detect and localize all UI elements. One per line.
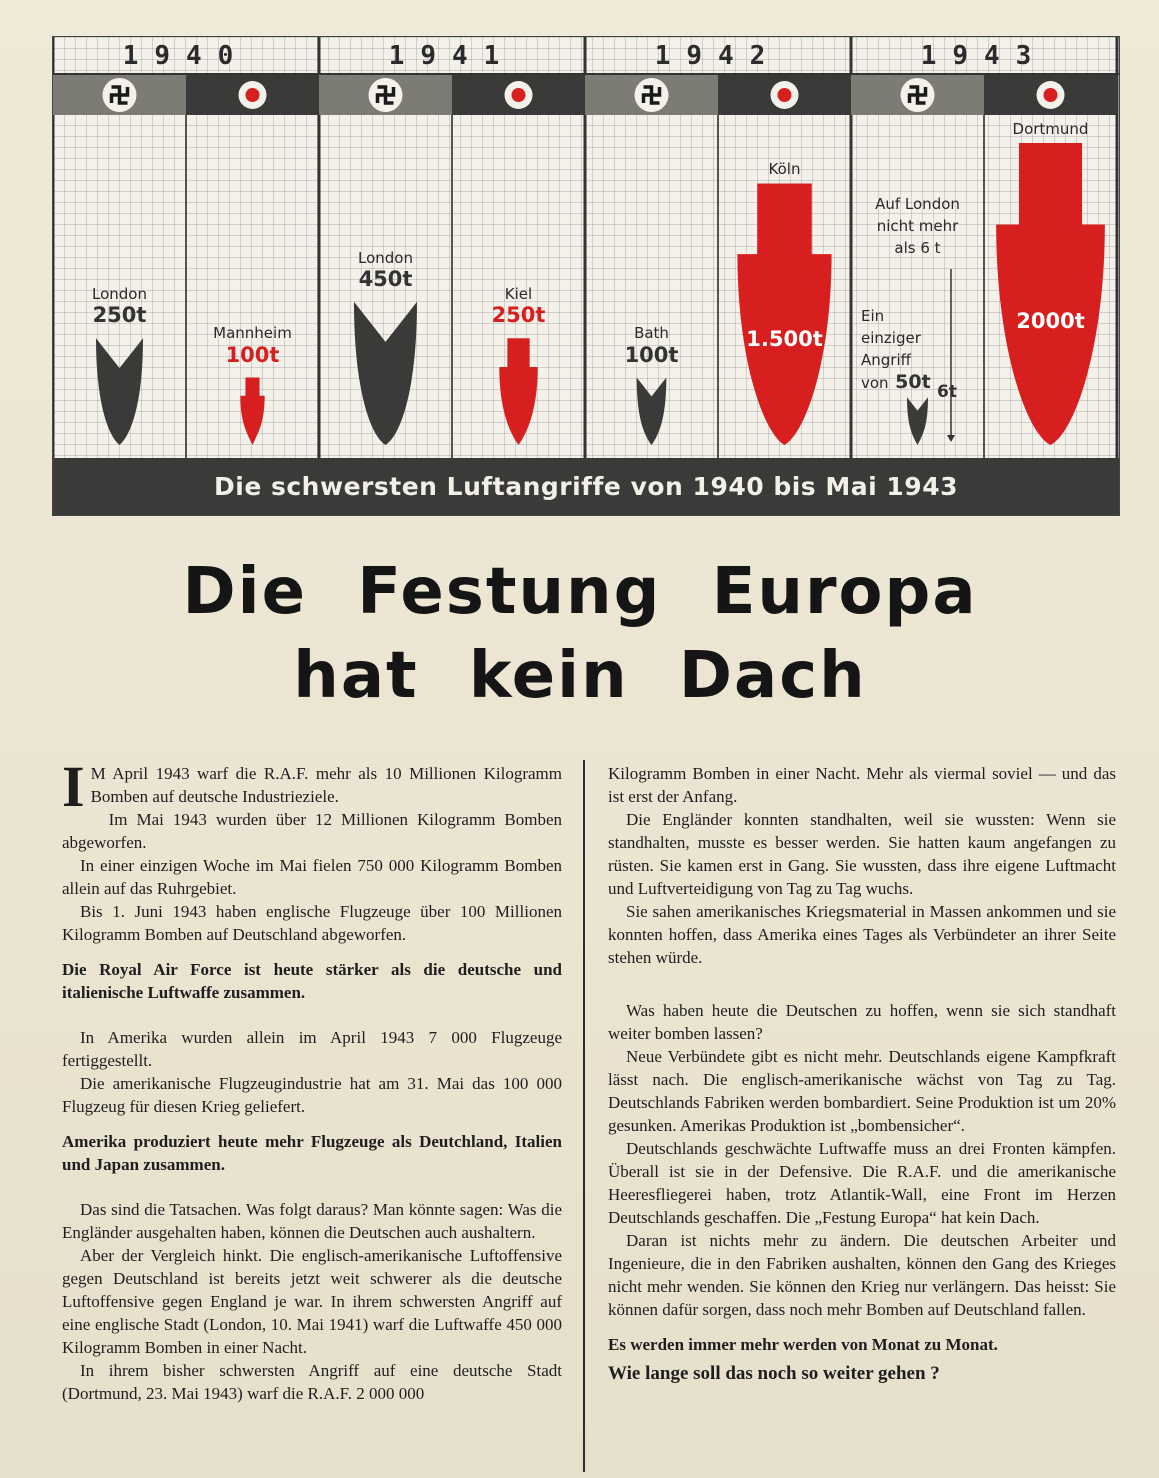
city-label: Bath <box>634 324 669 343</box>
single-attack-line: Ein <box>861 307 885 325</box>
tonnage-label: 1.500t <box>746 327 823 352</box>
bar-label-1941-raf <box>459 286 579 327</box>
column-separator <box>983 75 985 458</box>
london-note <box>856 193 979 259</box>
year-label-1941: 1941 <box>388 41 516 71</box>
left-bold-statement-1: Die Royal Air Force ist heute stärker als die deutsche und italienische Luftwaffe zusammen. <box>62 960 562 1002</box>
single-attack-line: einziger <box>861 329 921 347</box>
year-label-1943: 1943 <box>920 41 1048 71</box>
right-paragraph-6: Deutschlands geschwächte Luftwaffe muss an drei Fronten kämpfen. Überall ist sie in der Defensive. Die R.A.F. und die amerikanische Heeresfliegerei haben, trotz Atlantik-Wall, eine Front im Herzen Deutschlands geschaffen. Die „Festung Europa“ hat kein Dach. <box>608 1139 1116 1227</box>
column-divider <box>583 760 585 1472</box>
city-label: Dortmund <box>1012 120 1089 138</box>
city-label: London <box>92 285 147 304</box>
city-label: Mannheim <box>213 324 292 343</box>
year-label-1940: 1940 <box>122 41 250 71</box>
tonnage-label: 100t <box>624 342 679 367</box>
london-note-line: als 6 t <box>894 239 941 257</box>
bomb-1940-raf <box>240 377 264 445</box>
bar-label-1942-luftwaffe <box>592 325 712 366</box>
air-raid-chart <box>52 36 1120 516</box>
right-paragraph-4: Was haben heute die Deutschen zu hoffen, wenn sie sich standhaft weiter bomben lassen? <box>608 1001 1116 1043</box>
left-paragraph-1-text: M April 1943 warf die R.A.F. mehr als 10 Millionen Kilogramm Bomben auf deutsche Industrieziele. <box>90 764 562 806</box>
london-note-line: nicht mehr <box>876 217 959 235</box>
tonnage-label: 50t <box>888 371 931 393</box>
left-paragraph-2: Im Mai 1943 wurden über 12 Millionen Kilogramm Bomben abgeworfen. <box>62 810 562 852</box>
closing-question: Wie lange soll das noch so weiter gehen ? <box>608 1363 940 1384</box>
bomb-1942-luftwaffe <box>637 377 667 445</box>
city-label: Kiel <box>504 285 533 304</box>
left-paragraph-5: In Amerika wurden allein im April 1943 7 000 Flugzeuge fertiggestellt. <box>62 1028 562 1070</box>
single-attack-line: Angriff <box>861 351 911 369</box>
right-paragraph-5: Neue Verbündete gibt es nicht mehr. Deutschlands eigene Kampfkraft lässt nach. Die englisch-amerikanische wächst von Tag zu Tag. Deutschlands Fabriken werden bombardiert. Seine Produktion ist um 20% gesunken. Amerikas Produktion ist „bombensicher“. <box>608 1047 1116 1135</box>
left-paragraph-1 <box>62 754 562 819</box>
city-label: London <box>358 248 413 267</box>
six-t-label: 6t <box>937 382 957 402</box>
headline <box>60 550 1100 718</box>
single-attack-line: von 50t <box>861 371 931 393</box>
tonnage-label: 250t <box>92 303 147 328</box>
column-separator <box>451 75 453 458</box>
london-note-line: Auf London <box>875 195 960 213</box>
bomb-1942-raf <box>737 183 831 445</box>
left-paragraph-3: In einer einzigen Woche im Mai fielen 750 000 Kilogramm Bomben allein auf das Ruhrgebiet. <box>62 856 562 898</box>
right-column <box>608 762 1116 1385</box>
right-paragraph-2: Die Engländer konnten standhalten, weil sie wussten: Wenn sie standhalten, musste es besser werden. Sie hatten kaum angefangen zu rüsten. Sie kamen erst in Gang. Sie wussten, dass ihre eigene Luftmacht und Luftverteidigung von Tag zu Tag wuchs. <box>608 810 1116 898</box>
raf-roundel-center <box>778 88 792 102</box>
right-paragraph-1: Kilogramm Bomben in einer Nacht. Mehr als viermal soviel — und das ist erst der Anfang. <box>608 764 1116 806</box>
bomb-1943-raf <box>996 143 1105 445</box>
raf-roundel-center <box>512 88 526 102</box>
chart-graphic <box>53 37 1119 515</box>
raf-roundel-center <box>246 88 260 102</box>
left-paragraph-9: In ihrem bisher schwersten Angriff auf eine deutsche Stadt (Dortmund, 23. Mai 1943) warf die R.A.F. 2 000 000 <box>62 1361 562 1403</box>
city-label: Köln <box>768 160 801 179</box>
bomb-1940-luftwaffe <box>96 338 143 445</box>
column-separator <box>717 75 719 458</box>
year-baseline <box>53 73 1119 75</box>
headline-line-1: Die Festung Europa <box>182 555 978 629</box>
left-paragraph-6: Die amerikanische Flugzeugindustrie hat am 31. Mai das 100 000 Flugzeug für diesen Krieg geliefert. <box>62 1074 562 1116</box>
headline-line-2: hat kein Dach <box>293 639 867 713</box>
tonnage-label: 450t <box>358 266 413 291</box>
drop-cap: I <box>62 754 85 819</box>
column-separator <box>185 75 187 458</box>
tonnage-label: 2000t <box>1016 309 1085 334</box>
right-paragraph-7: Daran ist nichts mehr zu ändern. Die deutschen Arbeiter und Ingenieure, die in den Fabriken aushalten, können den Gang des Krieges nicht mehr wenden. Sie können den Krieg nur verlängern. Das heisst: Sie können dafür sorgen, dass noch mehr Bomben auf Deutschland fallen. <box>608 1231 1116 1319</box>
bar-label-1941-luftwaffe <box>326 250 446 291</box>
left-paragraph-8: Aber der Vergleich hinkt. Die englisch-amerikanische Luftoffensive gegen Deutschland ist bereits jetzt weit schwerer als die deutsche Luftoffensive gegen England je war. In ihrem schwersten Angriff auf eine englische Stadt (London, 10. Mai 1941) warf die Luftwaffe 450 000 Kilogramm Bomben in einer Nacht. <box>62 1246 562 1357</box>
bar-label-1942-raf <box>725 327 845 351</box>
arrow-head <box>947 435 955 442</box>
raf-roundel-center <box>1044 88 1058 102</box>
bomb-1941-luftwaffe <box>354 302 417 445</box>
bomb-1941-raf <box>499 338 537 445</box>
year-label-1942: 1942 <box>654 41 782 71</box>
right-paragraph-3: Sie sahen amerikanisches Kriegsmaterial in Massen ankommen und sie konnten hoffen, dass Amerika eines Tages als Verbündeter an ihrer Seite stehen würde. <box>608 902 1116 967</box>
left-column <box>62 754 562 1405</box>
single-attack-note <box>861 305 931 394</box>
bar-label-1943-raf <box>991 309 1111 333</box>
tonnage-label: 100t <box>225 342 280 367</box>
left-paragraph-7: Das sind die Tatsachen. Was folgt daraus? Man könnte sagen: Was die Engländer ausgehalten haben, können die Deutschen auch aushaltern. <box>62 1200 562 1242</box>
left-bold-statement-2: Amerika produziert heute mehr Flugzeuge als Deutchland, Italien und Japan zusammen. <box>62 1132 562 1174</box>
bar-label-1940-luftwaffe <box>60 286 180 327</box>
tonnage-label: 250t <box>491 303 546 328</box>
bomb-1943-luftwaffe <box>907 397 928 445</box>
bar-label-1940-raf <box>193 325 313 366</box>
left-paragraph-4: Bis 1. Juni 1943 haben englische Flugzeuge über 100 Millionen Kilogramm Bomben auf Deutschland abgeworfen. <box>62 902 562 944</box>
chart-title: Die schwersten Luftangriffe von 1940 bis Mai 1943 <box>53 458 1119 515</box>
right-bold-statement: Es werden immer mehr werden von Monat zu Monat. <box>608 1335 998 1354</box>
